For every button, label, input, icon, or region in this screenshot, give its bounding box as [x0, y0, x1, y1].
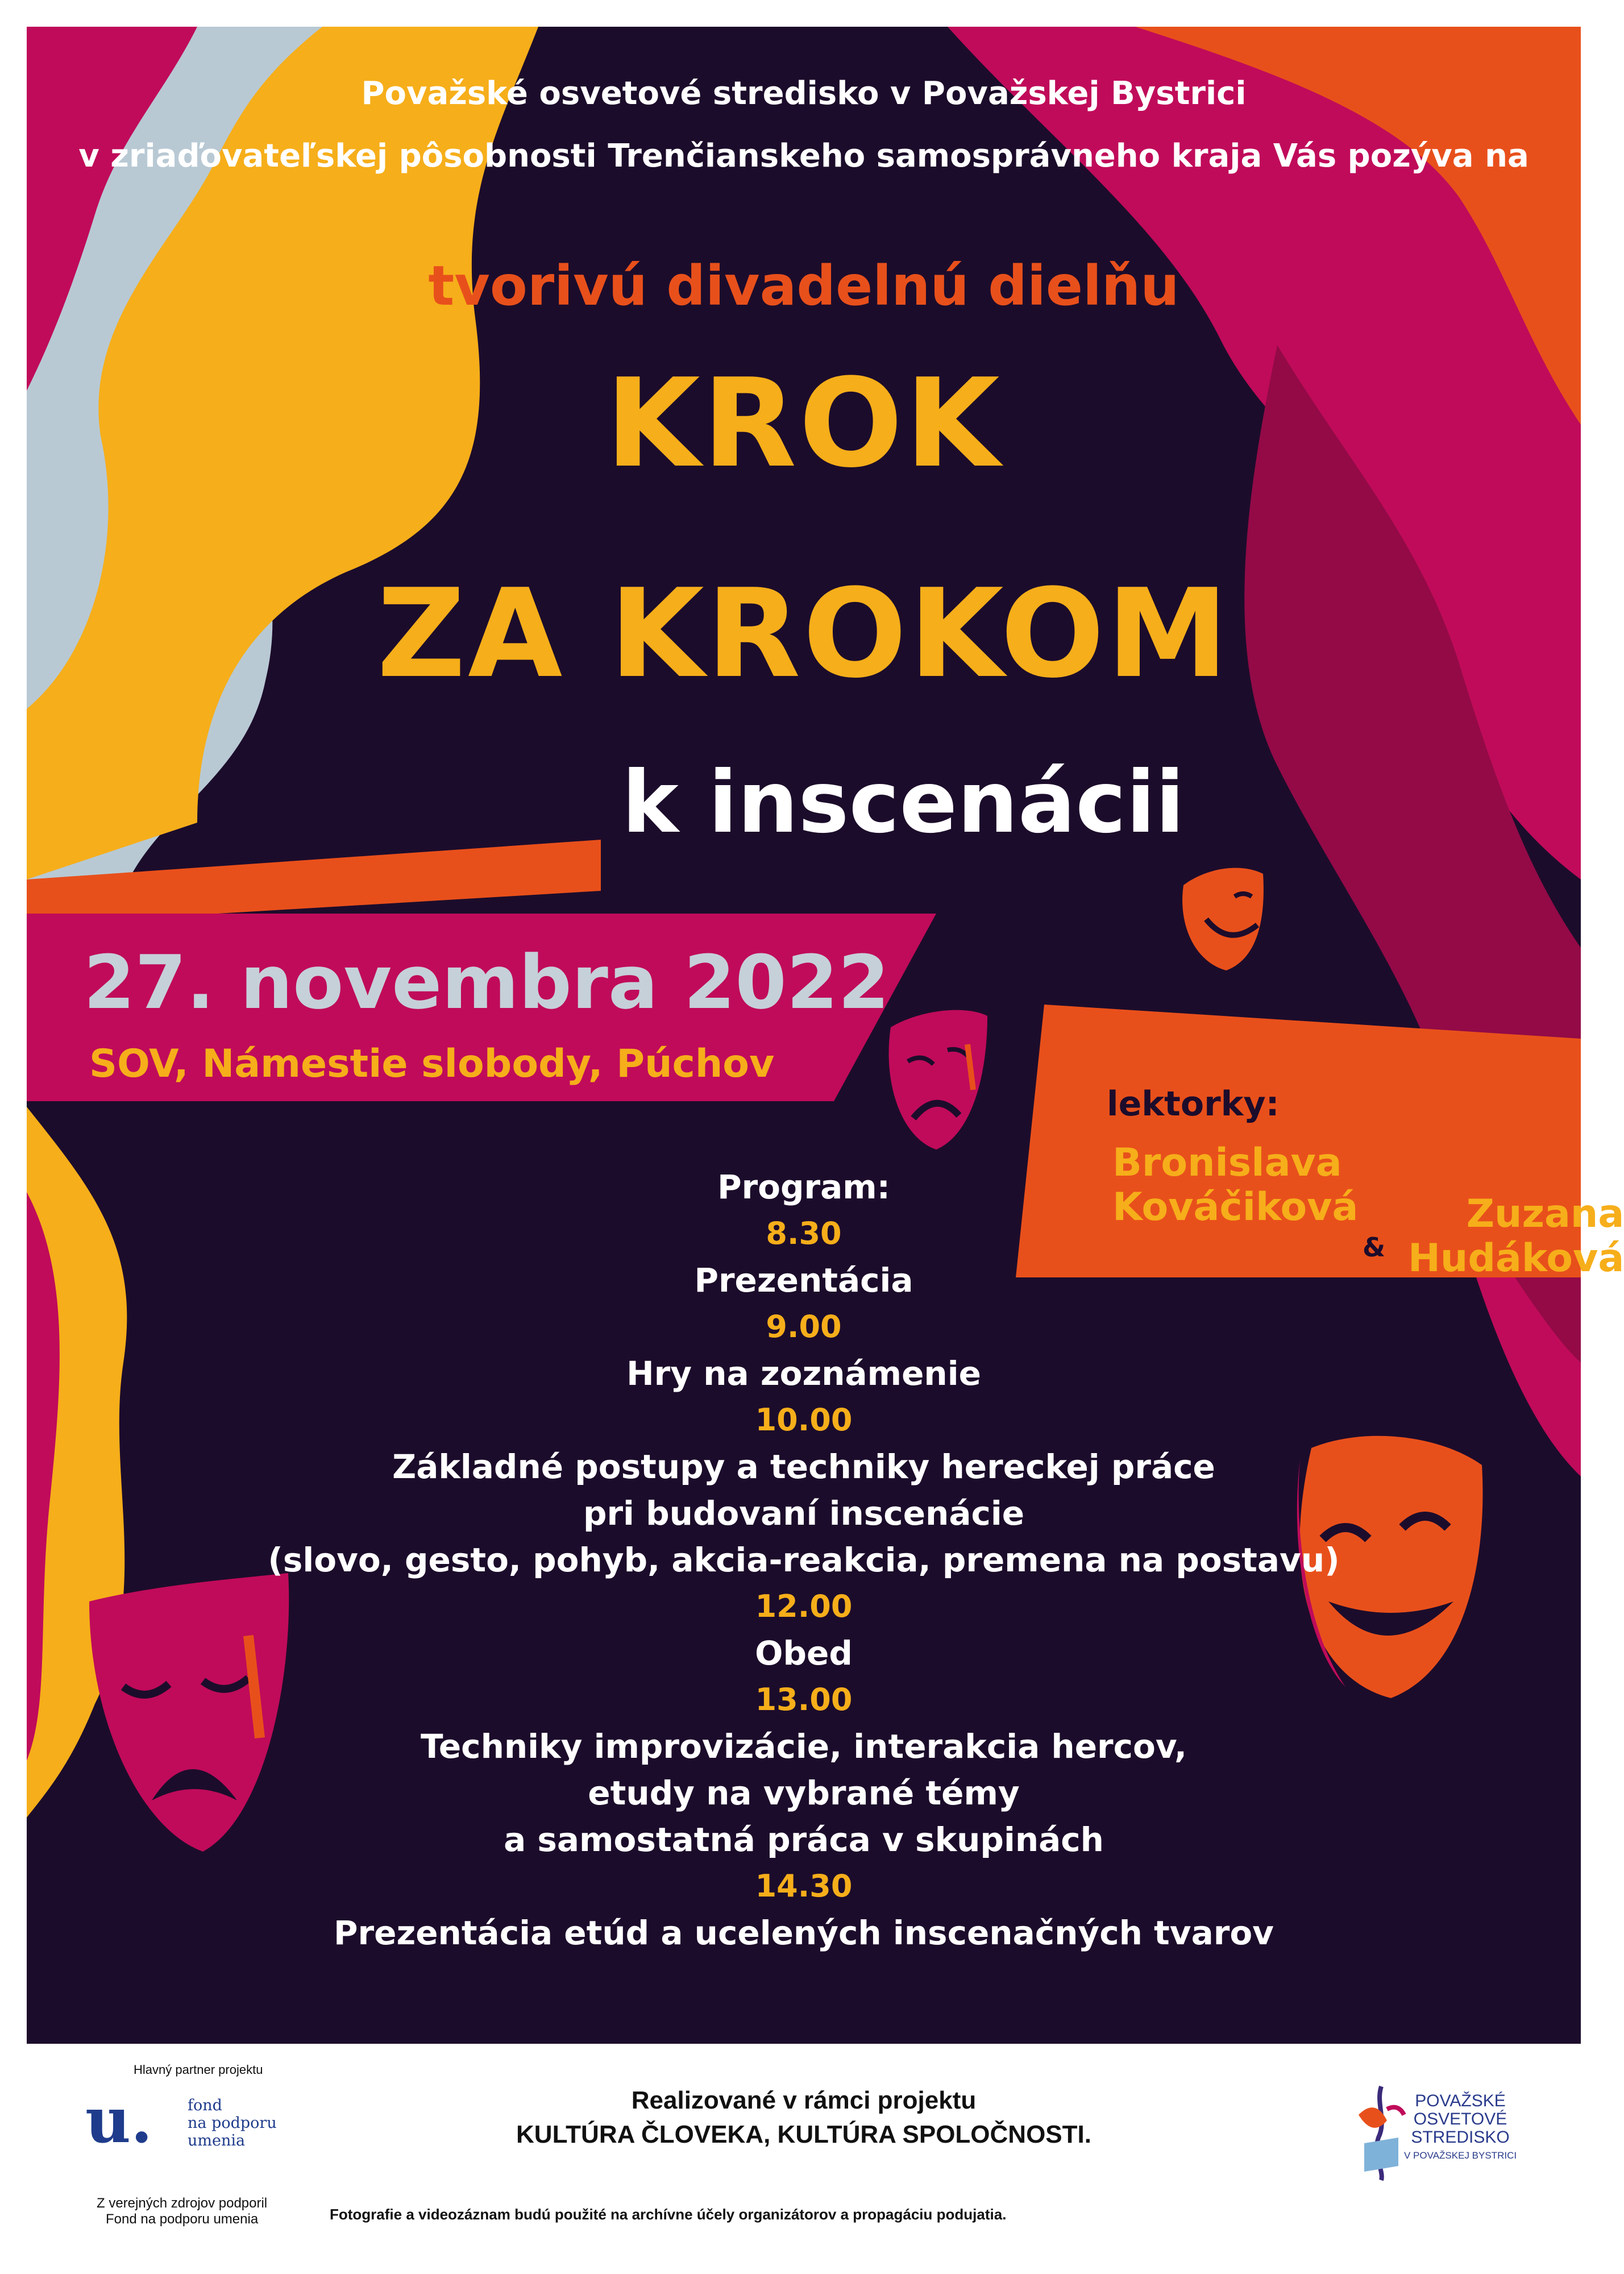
program-time: 10.00 [755, 1402, 853, 1438]
program-time: 12.00 [755, 1588, 853, 1624]
event-subtitle: tvorivú divadelnú dielňu [428, 254, 1179, 318]
title-line-3: k inscenácii [622, 753, 1185, 852]
fpu-line-3: umenia [188, 2132, 246, 2149]
lecturers-label: lektorky: [1107, 1084, 1280, 1124]
program-activity: Prezentácia [694, 1261, 913, 1300]
title-line-2: ZA KROKOM [377, 562, 1231, 705]
pos-line-3: STREDISKO [1411, 2128, 1510, 2147]
program-activity: pri budovaní inscenácie [583, 1494, 1025, 1533]
program-activity: etudy na vybrané témy [588, 1774, 1020, 1812]
event-date: 27. novembra 2022 [84, 939, 890, 1026]
fpu-support-line-1: Z verejných zdrojov podporil [97, 2196, 268, 2211]
program-heading: Program: [717, 1168, 890, 1206]
title-line-1: KROK [605, 352, 1002, 495]
comedy-mask-small-icon [1172, 862, 1269, 976]
partner-label: Hlavný partner projektu [134, 2063, 263, 2077]
program-activity: Techniky improvizácie, interakcia hercov, [420, 1727, 1187, 1766]
fpu-line-1: fond [188, 2097, 222, 2114]
program-time: 8.30 [766, 1215, 842, 1251]
project-line-1: Realizované v rámci projektu [631, 2086, 977, 2114]
pos-line-2: OSVETOVÉ [1413, 2110, 1507, 2128]
program-schedule [27, 1164, 1581, 1956]
program-time: 14.30 [755, 1868, 853, 1904]
program-activity: a samostatná práca v skupinách [504, 1820, 1104, 1859]
tragedy-mask-icon [879, 1005, 993, 1152]
program-activity: Obed [755, 1634, 853, 1673]
pos-logo-text [1404, 2092, 1517, 2165]
program-time: 13.00 [755, 1682, 853, 1717]
pos-logo-icon [1353, 2081, 1410, 2183]
lecturer-1-first-name: Bronislava [1112, 1140, 1342, 1185]
pos-line-1: POVAŽSKÉ [1415, 2092, 1506, 2110]
lecturer-2-last-name: Hudáková [1408, 1236, 1624, 1281]
lecturer-1-last-name: Kováčiková [1112, 1185, 1359, 1230]
disclaimer: Fotografie a videozáznam budú použité na archívne účely organizátorov a propagáciu podujatia. [330, 2206, 1007, 2223]
header-organizer: Považské osvetové stredisko v Považskej Bystrici [361, 75, 1247, 112]
fpu-line-2: na podporu [188, 2114, 277, 2132]
program-activity: Základné postupy a techniky hereckej práce [392, 1447, 1215, 1486]
lecturer-2-first-name: Zuzana [1466, 1192, 1624, 1236]
program-activity: (slovo, gesto, pohyb, akcia-reakcia, premena na postavu) [268, 1541, 1340, 1579]
header-invitation: v zriaďovateľskej pôsobnosti Trenčianskeho samosprávneho kraja Vás pozýva na [78, 138, 1529, 175]
fpu-support-line-2: Fond na podporu umenia [105, 2211, 259, 2227]
ampersand: & [1363, 1232, 1386, 1263]
program-activity: Hry na zoznámenie [626, 1354, 981, 1393]
fpu-logo-icon: u. [85, 2084, 153, 2157]
pos-line-4: V POVAŽSKEJ BYSTRICI [1404, 2150, 1517, 2161]
project-line-2: KULTÚRA ČLOVEKA, KULTÚRA SPOLOČNOSTI. [516, 2121, 1091, 2148]
fpu-support-text [97, 2196, 267, 2227]
program-time: 9.00 [766, 1309, 842, 1345]
program-activity: Prezentácia etúd a ucelených inscenačných tvarov [334, 1914, 1274, 1952]
event-poster [27, 27, 1624, 2044]
event-place: SOV, Námestie slobody, Púchov [89, 1041, 775, 1086]
